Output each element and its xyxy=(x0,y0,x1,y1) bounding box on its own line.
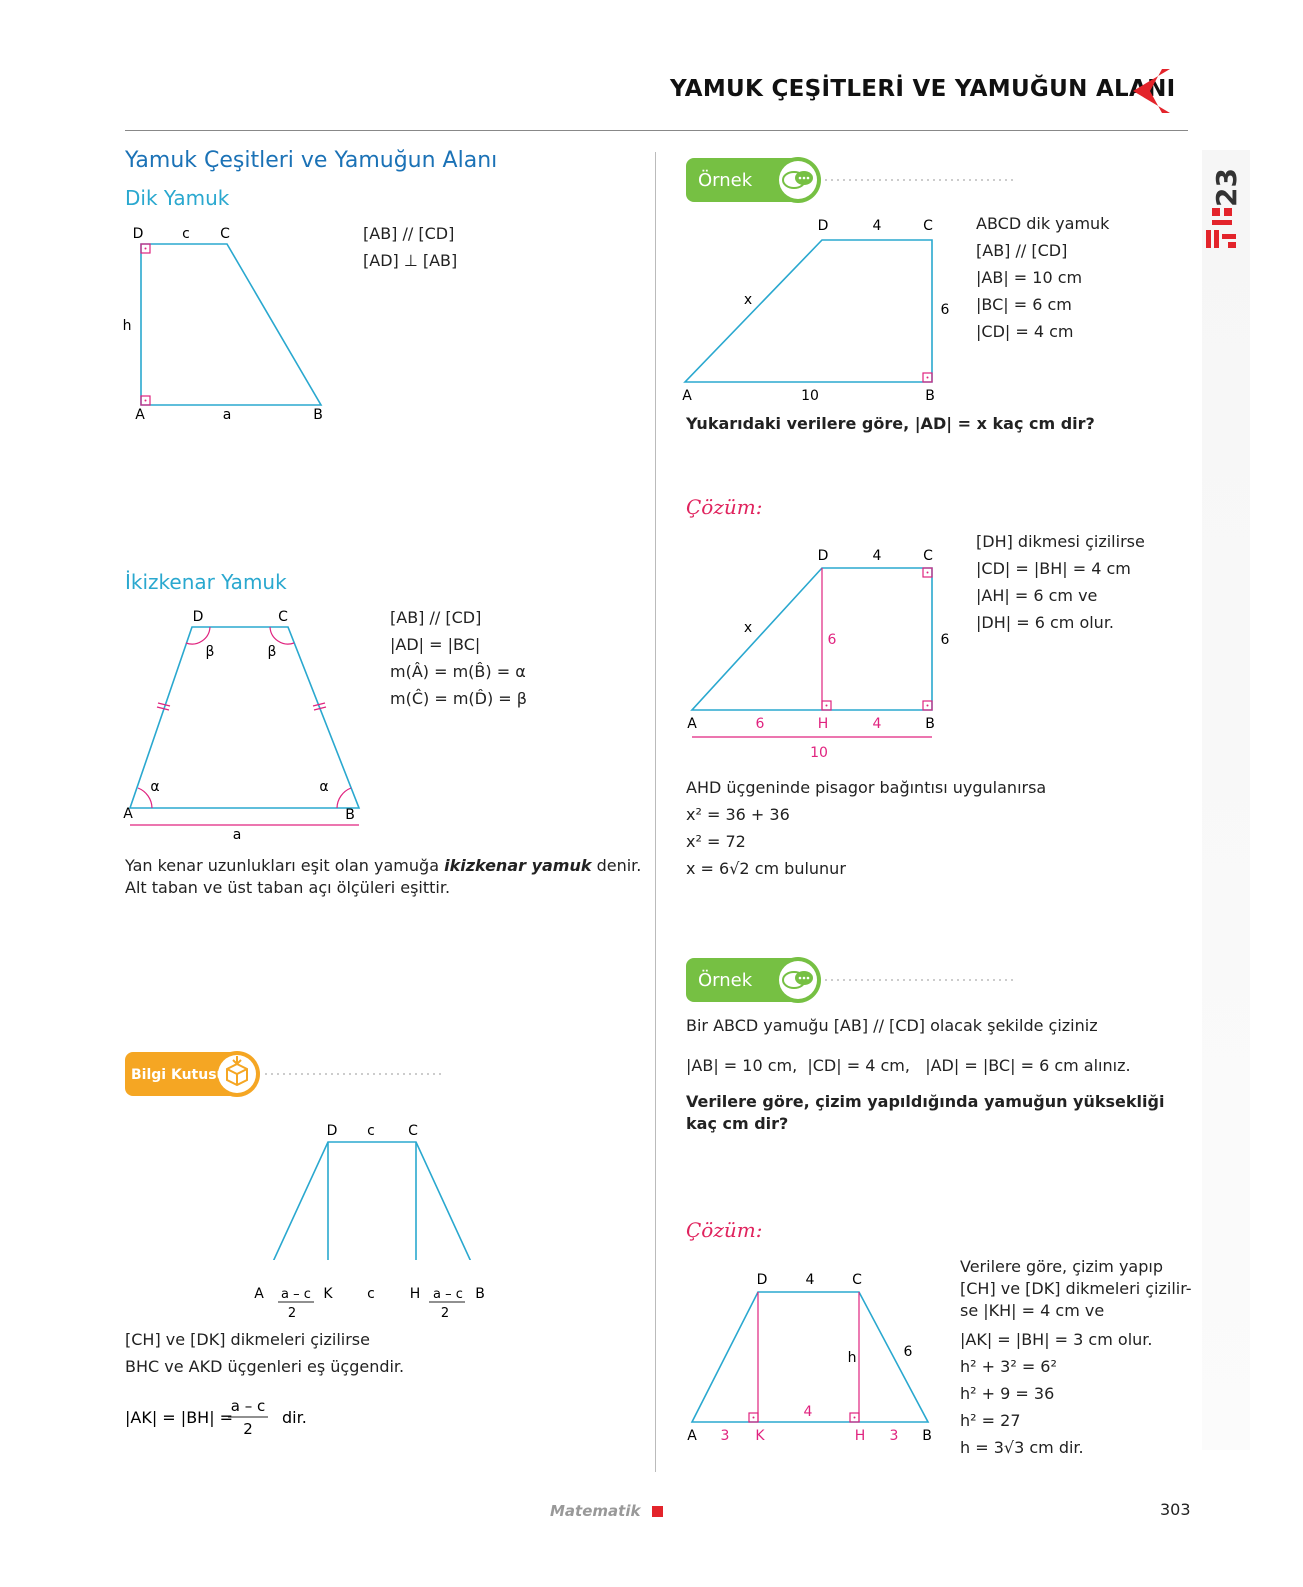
svg-text:H: H xyxy=(409,1286,421,1302)
svg-text:4: 4 xyxy=(872,716,882,732)
svg-text:x: x xyxy=(743,292,753,308)
label-D: D xyxy=(192,609,204,625)
svg-text:B: B xyxy=(925,716,935,732)
bilgi-lines: [CH] ve [DK] dikmeleri çizilirse BHC ve AKD üçgenleri eş üçgendir. xyxy=(125,1330,405,1376)
svg-text:4: 4 xyxy=(872,218,882,234)
ex1-solution-label: Çözüm: xyxy=(686,495,763,519)
svg-text:A: A xyxy=(687,716,697,732)
page-number: 303 xyxy=(1160,1500,1191,1519)
ex1-solution-figure xyxy=(680,540,950,770)
svg-text:2: 2 xyxy=(287,1306,297,1321)
svg-text:A: A xyxy=(687,1428,697,1444)
svg-text:a – c: a – c xyxy=(281,1287,311,1302)
svg-text:A: A xyxy=(254,1286,264,1302)
ikizkenar-heading: İkizkenar Yamuk xyxy=(125,570,287,594)
svg-text:Örnek: Örnek xyxy=(698,170,753,191)
svg-text:10: 10 xyxy=(810,745,828,761)
ornek-badge-1 xyxy=(686,156,822,204)
svg-text:D: D xyxy=(817,218,829,234)
label-h: h xyxy=(122,318,132,334)
ikizkenar-description: Yan kenar uzunlukları eşit olan yamuğa ikizkenar yamuk denir. Alt taban ve üst taban açı ölçüleri eşittir. xyxy=(125,856,642,897)
ex2-question: Verilere göre, çizim yapıldığında yamuğun yüksekliği kaç cm dir? xyxy=(686,1092,1165,1133)
svg-text:B: B xyxy=(475,1286,485,1302)
svg-text:6: 6 xyxy=(827,632,837,648)
ikizkenar-facts: [AB] // [CD] |AD| = |BC| m(Â) = m(B̂) = α m(Ĉ) = m(D̂) = β xyxy=(390,608,527,708)
column-separator xyxy=(655,152,656,1472)
svg-text:6: 6 xyxy=(940,302,950,318)
svg-text:3: 3 xyxy=(889,1428,899,1444)
label-alpha-B: α xyxy=(319,779,329,795)
svg-text:dir.: dir. xyxy=(282,1408,307,1427)
ex2-solution-label: Çözüm: xyxy=(686,1218,763,1242)
label-C: C xyxy=(278,609,288,625)
ex2-solution-figure xyxy=(680,1262,950,1452)
label-a: a xyxy=(222,407,232,423)
dik-facts: [AB] // [CD] [AD] ⊥ [AB] xyxy=(363,224,458,270)
svg-text:K: K xyxy=(755,1428,765,1444)
svg-text:|AK| = |BH| =: |AK| = |BH| = xyxy=(125,1408,234,1427)
svg-text:6: 6 xyxy=(755,716,765,732)
label-alpha-A: α xyxy=(150,779,160,795)
footer-square-icon xyxy=(652,1506,663,1517)
svg-text:B: B xyxy=(922,1428,932,1444)
bilgi-base-labels xyxy=(248,1280,508,1325)
header-rule xyxy=(125,130,1188,131)
svg-text:H: H xyxy=(817,716,829,732)
label-beta-D: β xyxy=(205,644,215,660)
ex2-solution-lines-b: |AK| = |BH| = 3 cm olur. h² + 3² = 6² h² + 9 = 36 h² = 27 h = 3√3 cm dir. xyxy=(960,1330,1153,1457)
footer-subject: Matematik xyxy=(550,1502,641,1520)
svg-text:K: K xyxy=(323,1286,333,1302)
ornek-dots-1 xyxy=(820,170,1020,190)
ex2-solution-lines-a: Verilere göre, çizim yapıp [CH] ve [DK] dikmeleri çizilir- se |KH| = 4 cm ve xyxy=(960,1257,1192,1320)
ex1-solution-facts: [DH] dikmesi çizilirse |CD| = |BH| = 4 cm |AH| = 6 cm ve |DH| = 6 cm olur. xyxy=(976,532,1145,632)
bilgi-kutusu-badge xyxy=(125,1050,455,1100)
svg-text:Örnek: Örnek xyxy=(698,970,753,991)
ex1-question: Yukarıdaki verilere göre, |AD| = x kaç cm dir? xyxy=(686,414,1095,433)
svg-text:23: 23 xyxy=(1210,168,1243,207)
svg-text:c: c xyxy=(367,1123,375,1139)
svg-text:D: D xyxy=(326,1123,338,1139)
ex2-line1: Bir ABCD yamuğu [AB] // [CD] olacak şekilde çiziniz xyxy=(686,1016,1098,1035)
ex1-figure xyxy=(680,212,950,412)
ornek-badge-2 xyxy=(686,956,822,1004)
ikizkenar-figure xyxy=(118,605,378,850)
svg-text:4: 4 xyxy=(803,1404,813,1420)
label-A: A xyxy=(123,806,133,822)
svg-text:2: 2 xyxy=(243,1420,253,1438)
bilgi-formula xyxy=(122,1395,382,1440)
svg-text:H: H xyxy=(854,1428,866,1444)
dik-yamuk-heading: Dik Yamuk xyxy=(125,186,230,210)
ex1-facts: ABCD dik yamuk [AB] // [CD] |AB| = 10 cm |BC| = 6 cm |CD| = 4 cm xyxy=(976,214,1110,341)
page-header-title: YAMUK ÇEŞİTLERİ VE YAMUĞUN ALANI xyxy=(670,76,1176,102)
svg-text:D: D xyxy=(756,1272,768,1288)
header-chevron-icon xyxy=(1128,66,1172,116)
svg-text:C: C xyxy=(852,1272,862,1288)
svg-text:D: D xyxy=(817,548,829,564)
svg-text:C: C xyxy=(923,548,933,564)
svg-text:C: C xyxy=(408,1123,418,1139)
label-a: a xyxy=(232,827,242,843)
svg-text:c: c xyxy=(367,1286,375,1302)
svg-text:2: 2 xyxy=(440,1306,450,1321)
label-A: A xyxy=(135,407,145,423)
svg-text:6: 6 xyxy=(940,632,950,648)
svg-text:h: h xyxy=(847,1350,857,1366)
label-c: c xyxy=(182,226,190,242)
label-D: D xyxy=(132,226,144,242)
label-C: C xyxy=(220,226,230,242)
fasikul-number xyxy=(1198,150,1254,260)
label-B: B xyxy=(313,407,323,423)
svg-text:C: C xyxy=(923,218,933,234)
svg-text:B: B xyxy=(925,388,935,404)
svg-text:x: x xyxy=(743,620,753,636)
label-beta-C: β xyxy=(267,644,277,660)
bilgi-figure xyxy=(248,1120,508,1260)
svg-text:10: 10 xyxy=(801,388,819,404)
label-B: B xyxy=(345,807,355,823)
svg-text:6: 6 xyxy=(903,1344,913,1360)
section-title: Yamuk Çeşitleri ve Yamuğun Alanı xyxy=(125,148,498,173)
svg-text:4: 4 xyxy=(805,1272,815,1288)
svg-text:3: 3 xyxy=(720,1428,730,1444)
side-strip xyxy=(1202,150,1250,1450)
svg-text:4: 4 xyxy=(872,548,882,564)
ex2-line2: |AB| = 10 cm, |CD| = 4 cm, |AD| = |BC| = 6 cm alınız. xyxy=(686,1056,1131,1075)
ornek-dots-2 xyxy=(820,970,1020,990)
ex1-steps: AHD üçgeninde pisagor bağıntısı uygulanırsa x² = 36 + 36 x² = 72 x = 6√2 cm bulunur xyxy=(686,778,1047,878)
dik-yamuk-figure xyxy=(120,222,340,432)
svg-text:a – c: a – c xyxy=(230,1397,266,1415)
svg-text:A: A xyxy=(682,388,692,404)
svg-text:a – c: a – c xyxy=(433,1287,463,1302)
svg-text:Bilgi Kutusu: Bilgi Kutusu xyxy=(131,1067,227,1083)
